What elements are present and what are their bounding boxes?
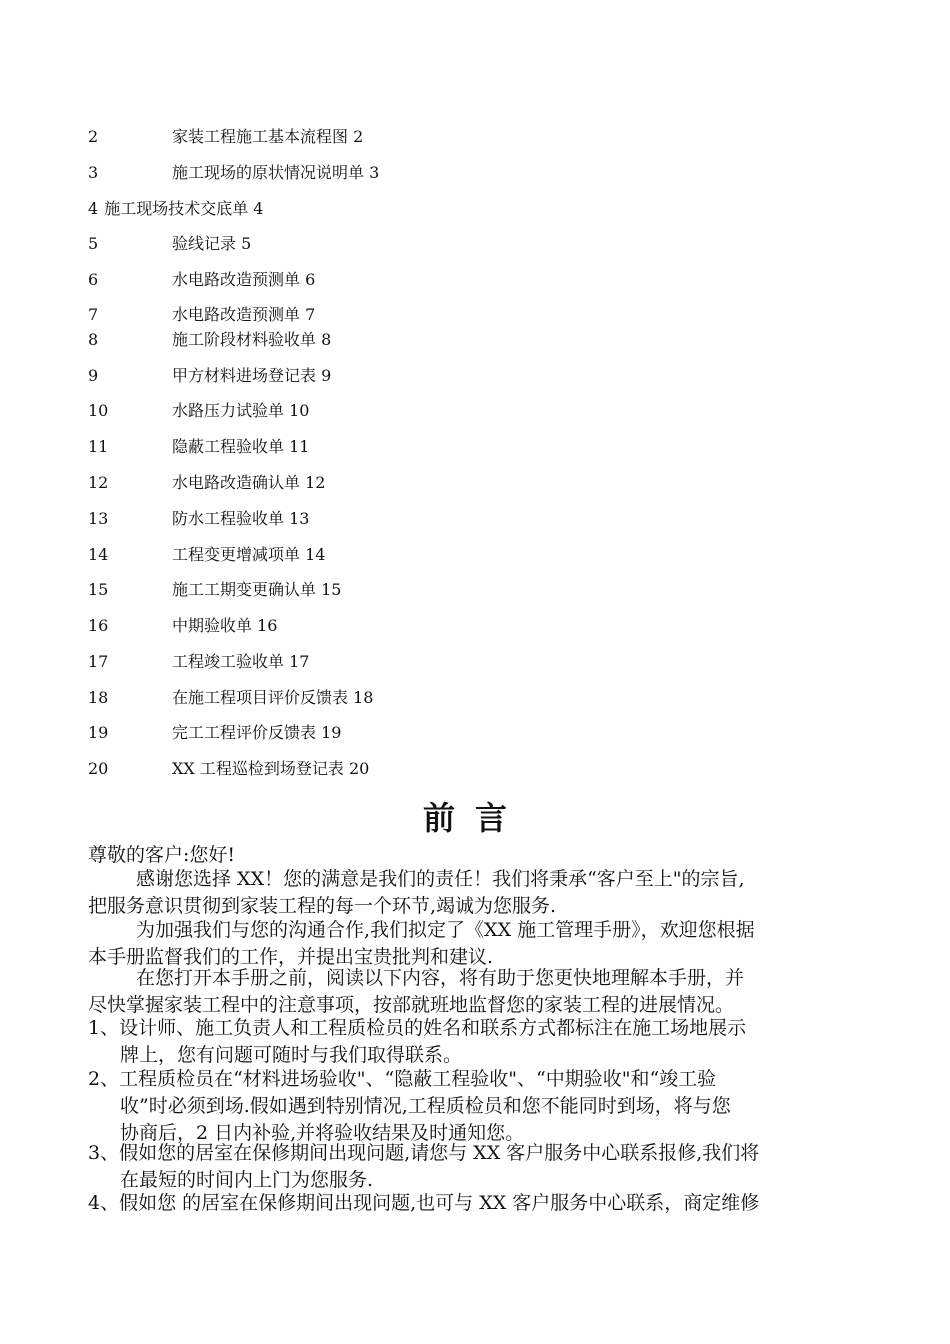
toc-entry [88,543,325,567]
preface-list-item-1 [88,1015,866,1069]
toc-entry [88,578,341,602]
toc-entry-title: 工程变更增减项单 14 [172,545,326,564]
toc-entry-title: 中期验收单 16 [172,616,278,635]
toc-entry-title: 施工现场的原状情况说明单 3 [172,163,380,182]
toc-entry-number: 14 [88,545,109,564]
toc-entry-title: 隐蔽工程验收单 11 [172,437,310,456]
toc-entry-title: 验线记录 5 [172,234,252,253]
preface-list-item-3 [88,1140,866,1194]
toc-entry-number: 10 [88,401,109,420]
toc-entry-title: 工程竣工验收单 17 [172,652,310,671]
toc-entry-title: 完工工程评价反馈表 19 [172,723,342,742]
list-item-line: 4、假如您 的居室在保修期间出现问题,也可与 XX 客户服务中心联系，商定维修 [88,1192,760,1214]
paragraph-line: 把服务意识贯彻到家装工程的每一个环节,竭诚为您服务. [88,895,557,917]
toc-entry [88,232,251,256]
list-item-line: 牌上，您有问题可随时与我们取得联系。 [120,1044,463,1066]
paragraph-line: 在您打开本手册之前，阅读以下内容，将有助于您更快地理解本手册，并 [136,967,745,989]
toc-entry-number: 5 [88,234,99,253]
preface-paragraph-1 [88,866,866,920]
paragraph-line: 本手册监督我们的工作，并提出宝贵批判和建议. [88,946,494,968]
toc-entry [88,721,341,745]
toc-entry-title: 水电路改造预测单 6 [172,270,316,289]
toc-entry-title: 在施工程项目评价反馈表 18 [172,688,374,707]
preface-list-item-4 [88,1190,866,1217]
toc-entry-title: 水电路改造确认单 12 [172,473,326,492]
toc-entry [88,686,373,710]
paragraph-line: 为加强我们与您的沟通合作,我们拟定了《XX 施工管理手册》，欢迎您根据 [136,919,755,941]
toc-entry-title: 防水工程验收单 13 [172,509,310,528]
preface-list-item-2 [88,1066,866,1147]
toc-entry [88,650,309,674]
toc-entry [88,328,331,352]
preface-greeting: 尊敬的客户:您好! [88,844,236,866]
toc-entry-title: 甲方材料进场登记表 9 [172,366,332,385]
toc-entry-number: 11 [88,437,109,456]
paragraph-line: 尽快掌握家装工程中的注意事项，按部就班地监督您的家装工程的进展情况。 [88,994,735,1016]
toc-entry-title: 家装工程施工基本流程图 2 [172,127,364,146]
toc-entry [88,364,331,388]
toc-entry-number: 9 [88,366,99,385]
toc-entry [88,268,315,292]
preface-paragraph-3 [88,965,866,1019]
preface-paragraph-2 [88,917,866,971]
toc-entry-number: 6 [88,270,99,289]
toc-entry-number: 13 [88,509,109,528]
toc-entry [88,614,277,638]
toc-entry [88,161,379,185]
toc-entry-number: 17 [88,652,109,671]
toc-entry [88,303,315,327]
list-item-line: 在最短的时间内上门为您服务. [120,1169,374,1191]
toc-entry [88,757,369,781]
toc-entry-number: 7 [88,305,99,324]
toc-entry [88,399,309,423]
preface-title: 前言 [422,799,527,837]
toc-entry [88,435,309,459]
toc-entry-number: 19 [88,723,109,742]
toc-entry-title: 施工现场技术交底单 4 [104,199,264,218]
toc-entry-number: 4 [88,199,99,218]
toc-entry-number: 12 [88,473,109,492]
toc-entry-title: 水路压力试验单 10 [172,401,310,420]
toc-entry-number: 8 [88,330,99,349]
paragraph-line: 感谢您选择 XX！您的满意是我们的责任！我们将秉承“客户至上"的宗旨, [136,868,745,890]
list-item-line: 1、设计师、施工负责人和工程质检员的姓名和联系方式都标注在施工场地展示 [88,1017,747,1039]
toc-entry-number: 15 [88,580,109,599]
toc-entry-title: 施工阶段材料验收单 8 [172,330,332,349]
toc-entry-number: 3 [88,163,99,182]
toc-entry-number: 20 [88,759,109,778]
toc-entry [88,197,263,221]
list-item-line: 协商后，2 日内补验,并将验收结果及时通知您。 [120,1122,525,1144]
list-item-line: 3、假如您的居室在保修期间出现问题,请您与 XX 客户服务中心联系报修,我们将 [88,1142,760,1164]
toc-entry-number: 18 [88,688,109,707]
list-item-line: 收”时必须到场.假如遇到特别情况,工程质检员和您不能同时到场，将与您 [120,1095,731,1117]
toc-entry-number: 2 [88,127,99,146]
toc-entry [88,471,325,495]
toc-entry-title: 施工工期变更确认单 15 [172,580,342,599]
toc-entry [88,125,363,149]
toc-entry-title: XX 工程巡检到场登记表 20 [172,759,370,778]
toc-entry [88,507,309,531]
toc-entry-title: 水电路改造预测单 7 [172,305,316,324]
list-item-line: 2、工程质检员在“材料进场验收"、“隐蔽工程验收"、“中期验收"和“竣工验 [88,1068,717,1090]
toc-entry-number: 16 [88,616,109,635]
